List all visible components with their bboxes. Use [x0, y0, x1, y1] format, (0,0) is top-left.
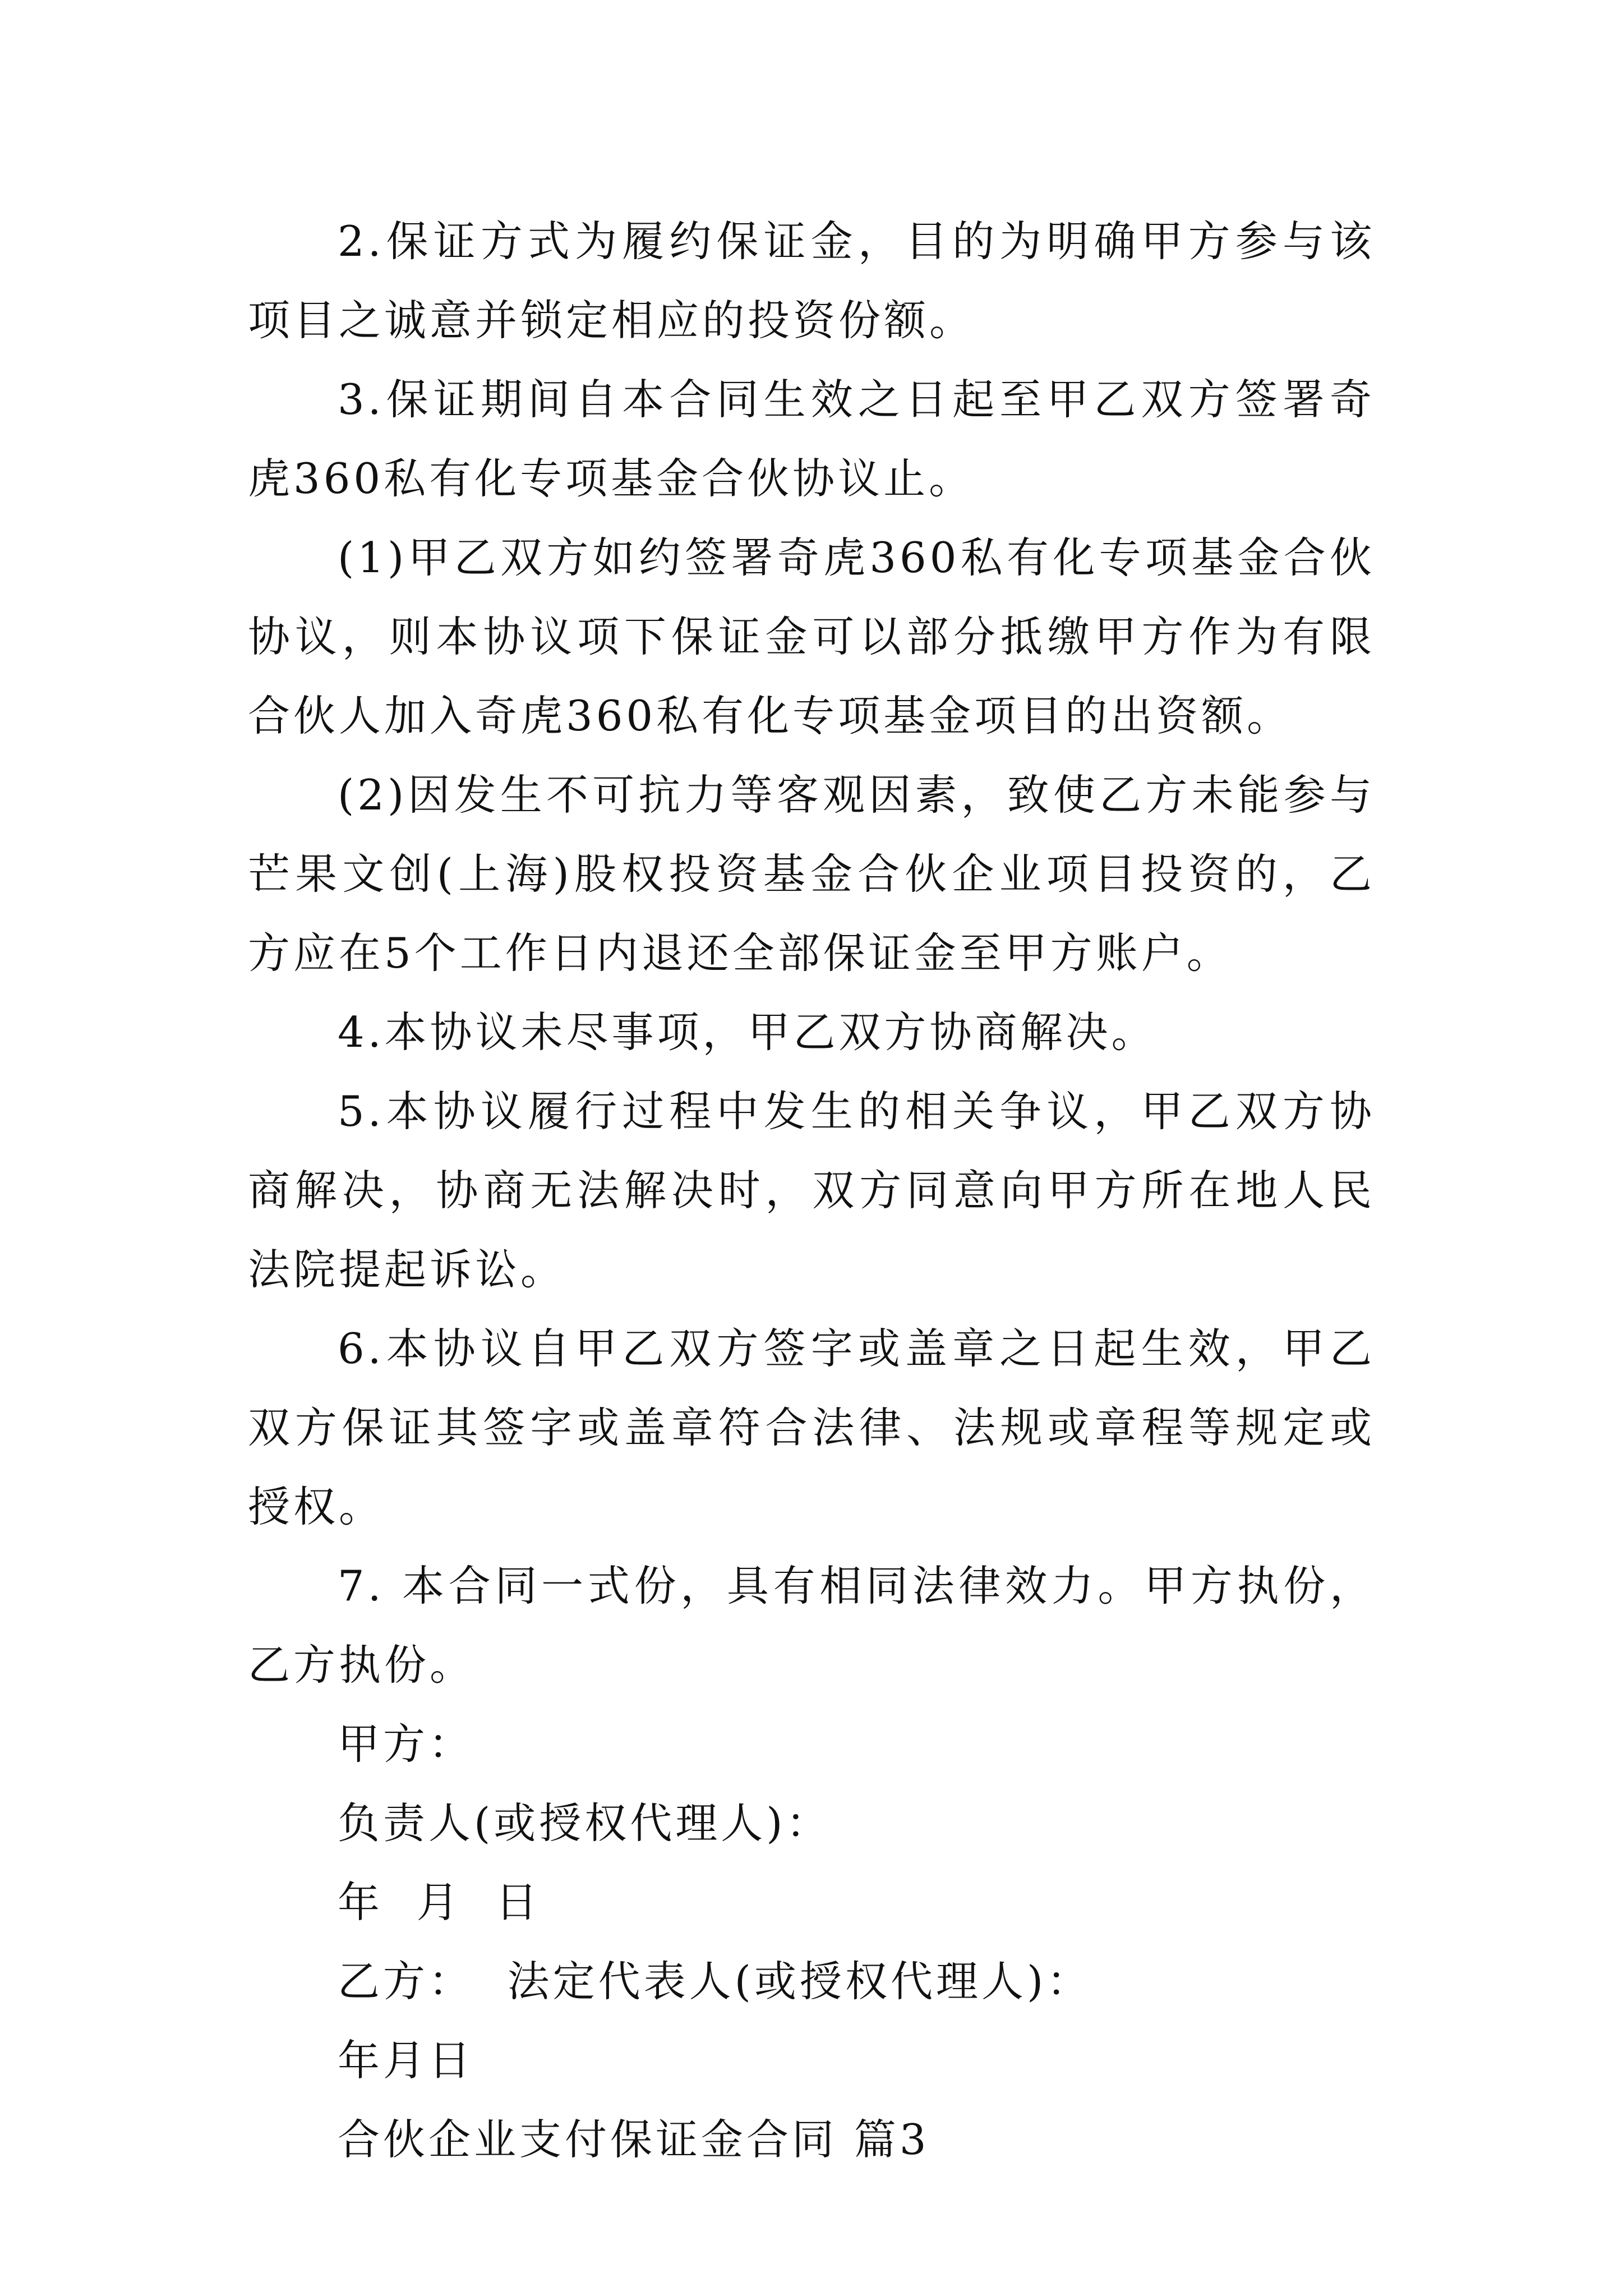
party-b-label: 乙方： 法定代表人(或授权代理人)：	[338, 1957, 1092, 2006]
clause-7: 7. 本合同一式份，具有相同法律效力。甲方执份，乙方执份。	[248, 1561, 1375, 1690]
clause-6: 6.本协议自甲乙双方签字或盖章之日起生效，甲乙双方保证其签字或盖章符合法律、法规或章程等规定或授权。	[248, 1324, 1375, 1531]
clause-5: 5.本协议履行过程中发生的相关争议，甲乙双方协商解决，协商无法解决时，双方同意向甲方所在地人民法院提起诉讼。	[248, 1087, 1375, 1294]
party-a-date: 年 月 日	[338, 1878, 541, 1927]
document-body	[248, 202, 1375, 2179]
next-section-heading: 合伙企业支付保证金合同 篇3	[338, 2115, 930, 2164]
party-a-label: 甲方：	[338, 1719, 474, 1769]
clause-4: 4.本协议未尽事项，甲乙双方协商解决。	[338, 1007, 1157, 1057]
clause-3-item-2: (2)因发生不可抗力等客观因素，致使乙方未能参与芒果文创(上海)股权投资基金合伙企业项目投资的，乙方应在5个工作日内退还全部保证金至甲方账户。	[248, 770, 1375, 978]
clause-3-item-1: (1)甲乙双方如约签署奇虎360私有化专项基金合伙协议，则本协议项下保证金可以部分抵缴甲方作为有限合伙人加入奇虎360私有化专项基金项目的出资额。	[248, 533, 1375, 740]
party-a-representative: 负责人(或授权代理人)：	[338, 1798, 832, 1848]
clause-3: 3.保证期间自本合同生效之日起至甲乙双方签署奇虎360私有化专项基金合伙协议止。	[248, 375, 1375, 503]
clause-2: 2.保证方式为履约保证金，目的为明确甲方参与该项目之诚意并锁定相应的投资份额。	[248, 217, 1375, 345]
party-b-date: 年月日	[338, 2036, 474, 2085]
